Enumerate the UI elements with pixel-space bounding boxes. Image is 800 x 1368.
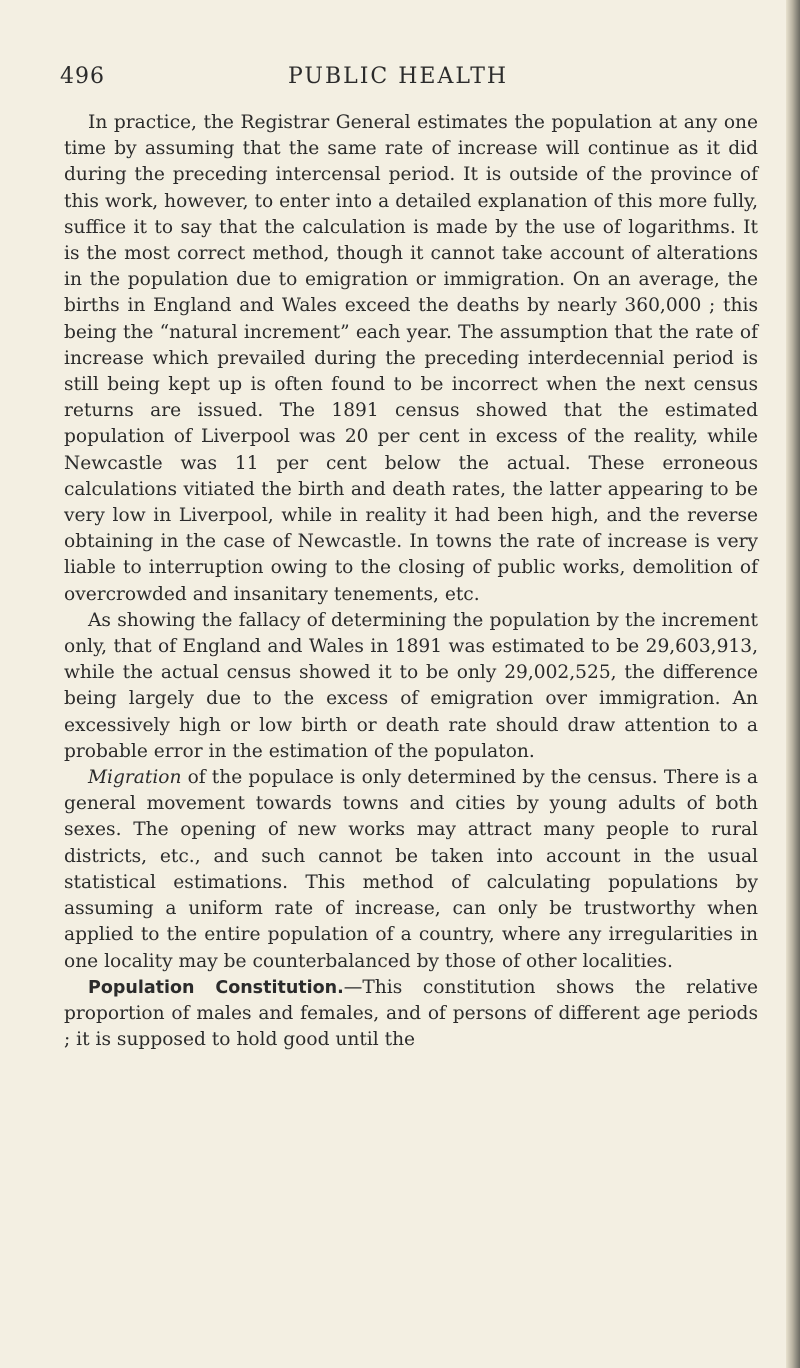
migration-lead-word: Migration — [88, 767, 182, 789]
paragraph-migration — [64, 765, 758, 975]
page-header — [60, 64, 760, 94]
paragraph-fallacy-of-increment: As showing the fallacy of determining the population by the increment only, that of England and Wales in 1891 was estimated to be 29,603,913, while the actual census showed it to be only 29,002,525, the difference being largely due to the excess of emigration over immigration. An excessively high or low birth or death rate should draw attention to a probable error in the estimation of the populaton. — [64, 609, 758, 762]
body-text — [64, 110, 758, 1053]
migration-text: of the populace is only determined by the census. There is a general movement towards towns and cities by young adults of both sexes. The opening of new works may attract many people to rural districts, etc., and such cannot be taken into account in the usual statistical estimations. This method of calculating populations by assuming a uniform rate of increase, can only be trustworthy when applied to the entire population of a country, where any irregularities in one locality may be counterbalanced by those of other localities. — [64, 767, 758, 972]
population-constitution-text: —This constitution shows the relative proportion of males and females, and of persons of different age periods ; it is supposed to hold good until the — [64, 976, 758, 1051]
paragraph-population-estimation: In practice, the Registrar General estimates the population at any one time by assuming that the same rate of increase will continue as it did during the preceding intercensal period. It is outside of the province of this work, however, to enter into a detailed explanation of this more fully, suffice it to say that the calculation is made by the use of logarithms. It is the most correct method, though it cannot take account of alterations in the population due to emigration or immigration. On an average, the births in England and Wales exceed the deaths by nearly 360,000 ; this being the “natural increment” each year. The assumption that the rate of increase which prevailed during the preceding interdecennial period is still being kept up is often found to be incorrect when the next census returns are issued. The 1891 census showed that the estimated population of Liverpool was 20 per cent in excess of the reality, while Newcastle was 11 per cent below the actual. These erroneous calculations vitiated the birth and death rates, the latter appearing to be very low in Liverpool, while in reality it had been high, and the reverse obtaining in the case of Newcastle. In towns the rate of increase is very liable to interruption owing to the closing of public works, demolition of overcrowded and insanitary tenements, etc. — [64, 112, 758, 605]
page-edge-shadow — [786, 0, 800, 1368]
section-heading-population-constitution: Population Constitution. — [88, 977, 344, 998]
page-number: 496 — [60, 64, 105, 89]
paragraph-population-constitution — [64, 975, 758, 1054]
running-head: PUBLIC HEALTH — [288, 64, 509, 89]
